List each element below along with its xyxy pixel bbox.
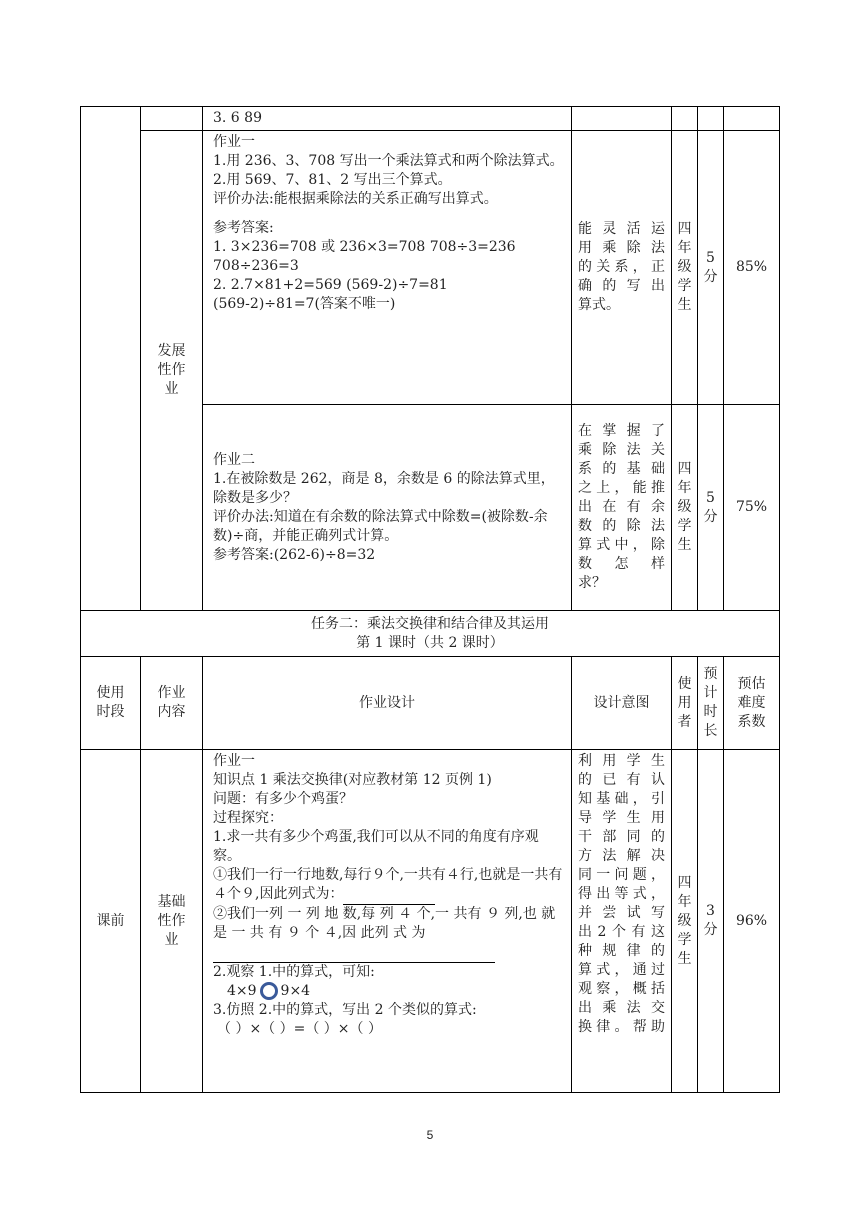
- answer-blank-2[interactable]: [213, 943, 495, 963]
- dev-hw1-time: 5 分: [698, 131, 724, 405]
- compare-circle[interactable]: [260, 982, 278, 1000]
- period-cell-empty: [81, 107, 141, 611]
- pre-hw1-user: 四 年 级 学 生: [672, 750, 698, 1093]
- header-design: 作业设计: [203, 657, 572, 750]
- dev-hw1-intent: 能灵活运 用乘除法 的关系，正 确的写出 算式。: [572, 131, 672, 405]
- row-pre-hw1: [81, 750, 780, 1093]
- header-time: 预 计 时 长: [698, 657, 724, 750]
- dev-hw1-design: 作业一 1.用 236、3、708 写出一个乘法算式和两个除法算式。 2.用 569、7、81、2 写出三个算式。 评价办法:能根据乘除法的关系正确写出算式。 参考答案: 1. 3×236=708 或 236×3=708 708÷3=236 708÷236=3 2. 2.7×81+2=569 (569-2)÷7=81 (569-2)÷81=7(答案不唯一): [203, 131, 572, 405]
- pre-hw1-design: 作业一 知识点 1 乘法交换律(对应教材第 12 页例 1) 问题：有多少个鸡蛋？ 过程探究： 1.求一共有多少个鸡蛋,我们可以从不同的角度有序观察。 ①我们一行一行地数,每行９个,一共有４行,也就是一共有４个９,因此列式为： ②我们一列 一 列 地 数,每 列 ４ 个,一 共有 ９ 列,也 就 是 一 共 有 ９ 个 ４,因 此列 式 为 2.观察 1.中的算式，可知: 4×9 9×4 3.仿照 2.中的算式，写出 2 个类似的算式: （ ）×（ ）=（ ）×（ ）: [203, 750, 572, 1093]
- task2-subtitle: 第 1 课时（共 2 课时）: [356, 634, 504, 651]
- dev-hw2-difficulty: 75%: [724, 405, 780, 611]
- header-intent: 设计意图: [572, 657, 672, 750]
- header-user: 使 用 者: [672, 657, 698, 750]
- dev-hw2-design: 作业二 1.在被除数是 262，商是 8，余数是 6 的除法算式里，除数是多少？ 评价办法:知道在有余数的除法算式中除数=(被除数-余数)÷商，并能正确列式计算。 参考答案:(262-6)÷8=32: [203, 405, 572, 611]
- task2-title: 任务二：乘法交换律和结合律及其运用: [311, 615, 549, 632]
- pre-hw1-intent: 利用学生 的已有认 知基础，引 导学生用 干部同的 方法解决 同一问题， 得出等式， 并尝试写 出2个有这 种规律的 算式，通过 观察，概括 出乘法交 换律。帮助: [572, 750, 672, 1093]
- dev-hw2-intent: 在掌握了 乘除法关 系的基础 之上，能推 出在有余 数的除法 算式中，除 数怎样 求？: [572, 405, 672, 611]
- dev-hw2-user: 四 年 级 学 生: [672, 405, 698, 611]
- homework-table: [80, 106, 780, 1093]
- row-dev-hw1: [81, 131, 780, 405]
- task2-title-cell: [81, 611, 780, 657]
- header-difficulty: 预估 难度 系数: [724, 657, 780, 750]
- dev-hw1-difficulty: 85%: [724, 131, 780, 405]
- pre-period: 课前: [81, 750, 141, 1093]
- content-cell-empty: [141, 107, 203, 131]
- header-row: [81, 657, 780, 750]
- row-top: [81, 107, 780, 131]
- answer-blank-1[interactable]: [343, 885, 435, 905]
- task2-title-row: [81, 611, 780, 657]
- page-number: 5: [426, 1128, 434, 1142]
- header-content: 作业 内容: [141, 657, 203, 750]
- dev-hw2-time: 5 分: [698, 405, 724, 611]
- header-period: 使用 时段: [81, 657, 141, 750]
- pre-category: 基础 性作 业: [141, 750, 203, 1093]
- dev-category: 发展 性作 业: [141, 131, 203, 611]
- pre-hw1-difficulty: 96%: [724, 750, 780, 1093]
- dev-hw1-user: 四 年 级 学 生: [672, 131, 698, 405]
- pre-hw1-time: 3 分: [698, 750, 724, 1093]
- top-design-text: 3. 6 89: [203, 107, 572, 131]
